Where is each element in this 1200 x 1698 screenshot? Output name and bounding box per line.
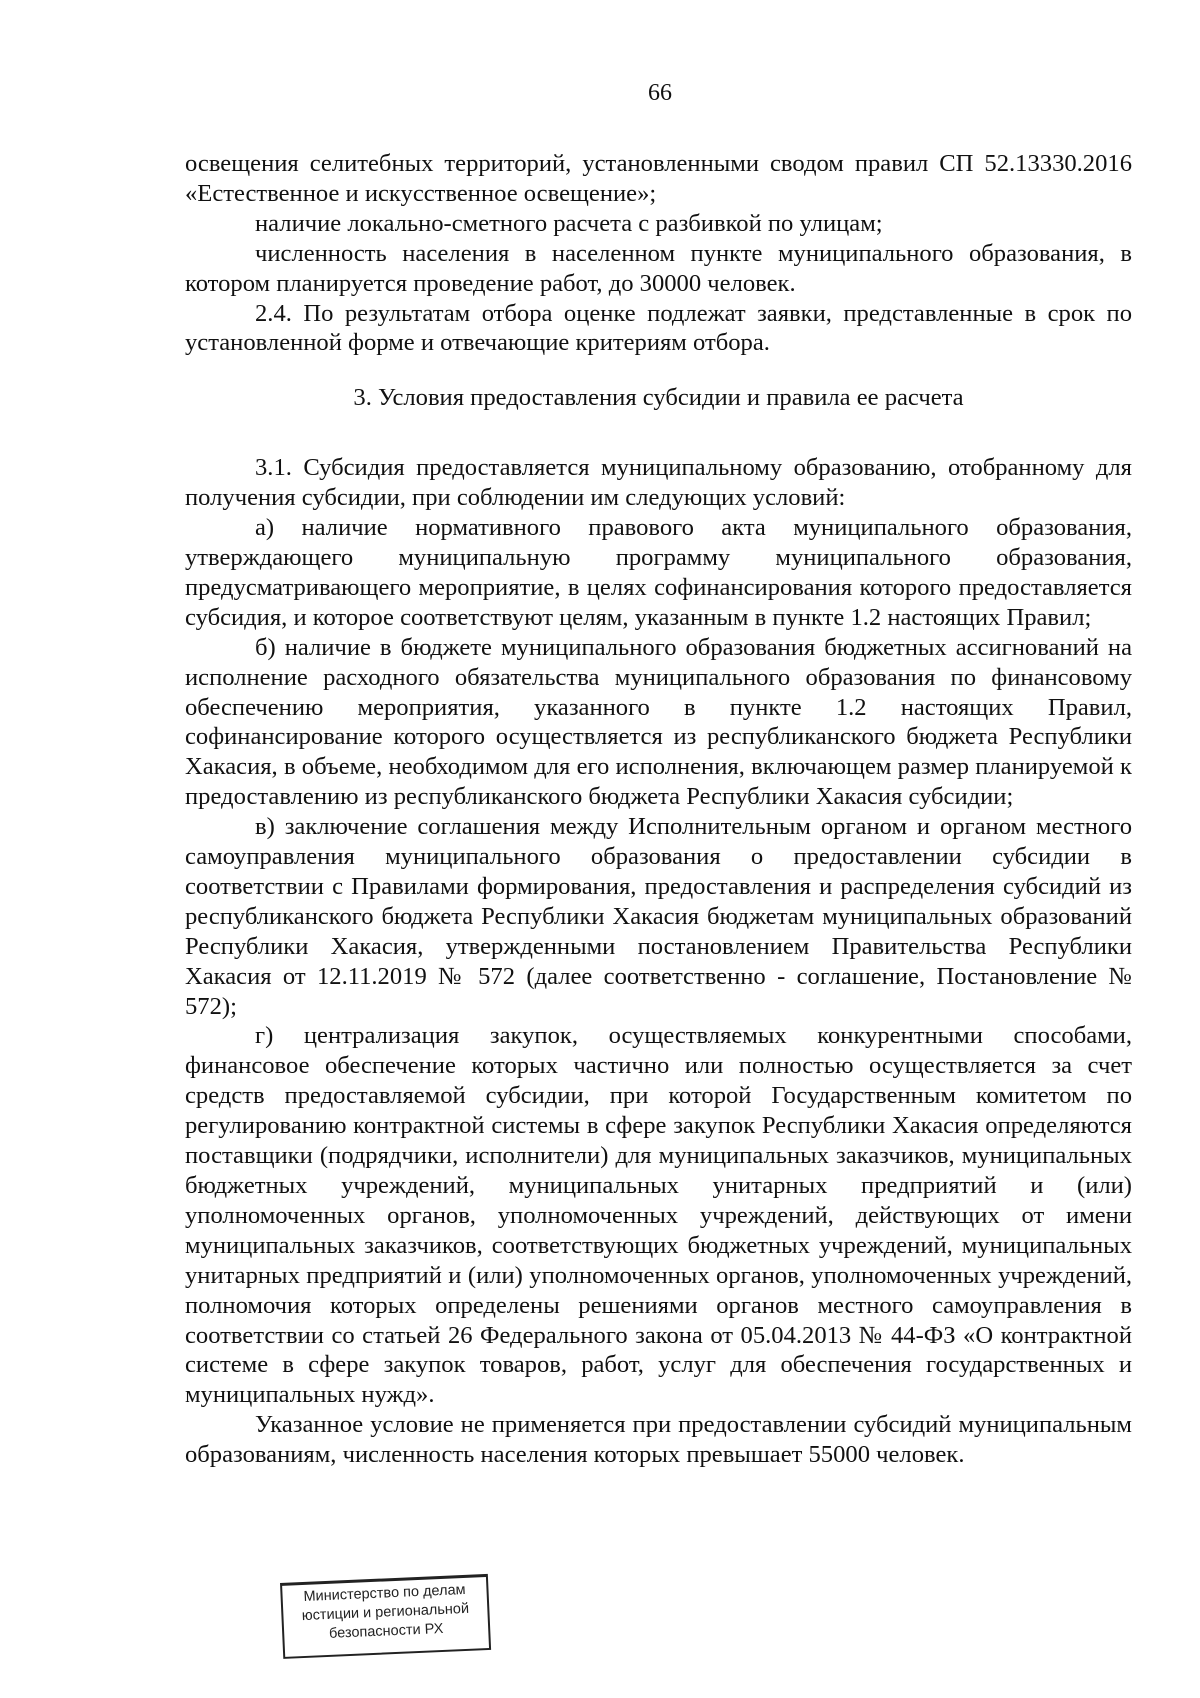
- ministry-stamp: [280, 1574, 491, 1659]
- paragraph-condition-b: б) наличие в бюджете муниципального образования бюджетных ассигнований на исполнение расходного обязательства муниципального образования по финансовому обеспечению мероприятия, указанного в пункте 1.2 настоящих Правил, софинансирование которого осуществляется из республиканского бюджета Республики Хакасия, в объеме, необходимом для его исполнения, включающем размер планируемой к предоставлению из республиканского бюджета Республики Хакасия субсидии;: [185, 633, 1132, 811]
- paragraph-condition-a: а) наличие нормативного правового акта муниципального образования, утверждающего муниципальную программу муниципального образования, предусматривающего мероприятие, в целях софинансирования которого предоставляется субсидия, и которое соответствуют целям, указанным в пункте 1.2 настоящих Правил;: [185, 514, 1132, 631]
- paragraph-3-1: 3.1. Субсидия предоставляется муниципальному образованию, отобранному для получения субсидии, при соблюдении им следующих условий:: [185, 454, 1132, 512]
- stamp-line: Министерство по делам: [303, 1581, 466, 1605]
- paragraph-condition-v: в) заключение соглашения между Исполнительным органом и органом местного самоуправления муниципального образования о предоставлении субсидии в соответствии с Правилами формирования, предоставления и распределения субсидий из республиканского бюджета Республики Хакасия бюджетам муниципальных образований Республики Хакасия, утвержденными постановлением Правительства Республики Хакасия от 12.11.2019 № 572 (далее соответственно - соглашение, Постановление № 572);: [185, 813, 1132, 1020]
- section-heading: 3. Условия предоставления субсидии и правила ее расчета: [353, 384, 964, 412]
- stamp-line: юстиции и региональной: [301, 1600, 470, 1625]
- paragraph-population: численность населения в населенном пункте муниципального образования, в котором планируется проведение работ, до 30000 человек.: [185, 239, 1132, 297]
- page-number: 66: [648, 80, 672, 106]
- paragraph-2-4: 2.4. По результатам отбора оценке подлежат заявки, представленные в срок по установленной форме и отвечающие критериям отбора.: [185, 299, 1132, 357]
- paragraph-exception: Указанное условие не применяется при предоставлении субсидий муниципальным образованиям, численность населения которых превышает 55000 человек.: [185, 1411, 1132, 1469]
- paragraph-lighting-standard: освещения селитебных территорий, установленными сводом правил СП 52.13330.2016 «Естественное и искусственное освещение»;: [185, 150, 1132, 207]
- stamp-line: безопасности РХ: [328, 1620, 444, 1642]
- paragraph-estimate: наличие локально-сметного расчета с разбивкой по улицам;: [255, 209, 883, 237]
- paragraph-condition-g: г) централизация закупок, осуществляемых конкурентными способами, финансовое обеспечение которых частично или полностью осуществляется за счет средств предоставляемой субсидии, при которой Государственным комитетом по регулированию контрактной системы в сфере закупок Республики Хакасия определяются поставщики (подрядчики, исполнители) для муниципальных заказчиков, муниципальных бюджетных учреждений, муниципальных унитарных предприятий и (или) уполномоченных органов, уполномоченных учреждений, действующих от имени муниципальных заказчиков, соответствующих бюджетных учреждений, муниципальных унитарных предприятий и (или) уполномоченных органов, уполномоченных учреждений, полномочия которых определены решениями органов местного самоуправления в соответствии со статьей 26 Федерального закона от 05.04.2013 № 44-ФЗ «О контрактной системе в сфере закупок товаров, работ, услуг для обеспечения государственных и муниципальных нужд».: [185, 1022, 1132, 1409]
- document-body: [185, 149, 1132, 1470]
